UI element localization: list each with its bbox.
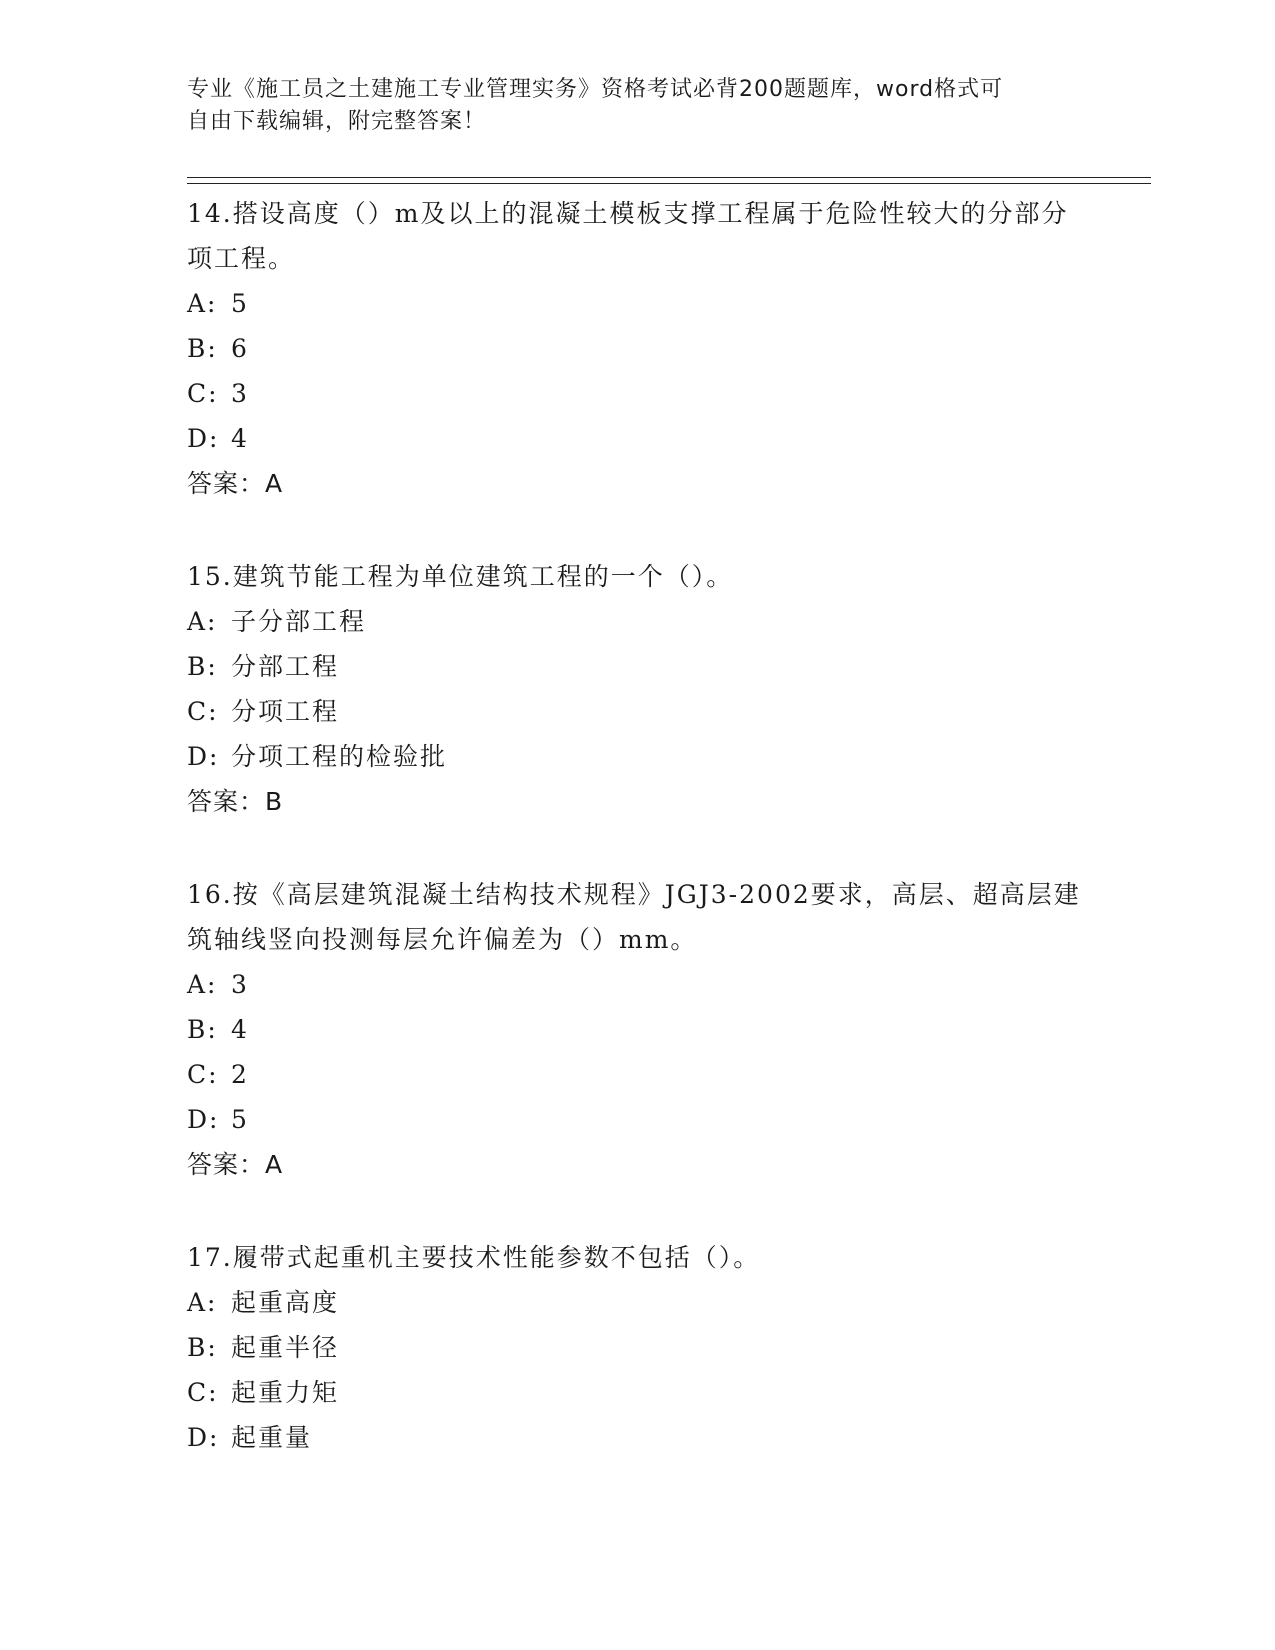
option-text: 4: [231, 424, 249, 453]
document-header: [187, 74, 1067, 138]
option-text: 3: [231, 970, 249, 999]
option-letter: D:: [187, 1423, 220, 1452]
option-a: [187, 281, 1087, 326]
option-c: [187, 689, 1087, 734]
option-letter: C:: [187, 379, 219, 408]
option-a: [187, 962, 1087, 1007]
option-b: [187, 326, 1087, 371]
option-b: [187, 1007, 1087, 1052]
option-text: 起重量: [231, 1423, 313, 1452]
option-text: 5: [231, 289, 249, 318]
question-list: [187, 191, 1087, 1508]
option-text: 分项工程: [231, 697, 340, 726]
option-text: 分部工程: [231, 652, 340, 681]
header-line-1: 专业《施工员之土建施工专业管理实务》资格考试必背200题题库，word格式可: [187, 77, 1004, 102]
option-letter: B:: [187, 1015, 218, 1044]
option-d: [187, 416, 1087, 461]
option-text: 2: [231, 1060, 249, 1089]
option-text: 4: [231, 1015, 249, 1044]
option-letter: B:: [187, 652, 218, 681]
option-letter: C:: [187, 697, 219, 726]
answer-line: 答案：B: [187, 787, 284, 816]
option-text: 子分部工程: [231, 607, 367, 636]
option-text: 6: [231, 334, 249, 363]
option-letter: D:: [187, 742, 220, 771]
question-text: 17.履带式起重机主要技术性能参数不包括（）。: [187, 1243, 761, 1272]
question-item: [187, 554, 1087, 824]
option-text: 起重高度: [231, 1288, 340, 1317]
option-a: [187, 1280, 1087, 1325]
option-letter: D:: [187, 424, 220, 453]
question-text: 15.建筑节能工程为单位建筑工程的一个（）。: [187, 562, 734, 591]
option-b: [187, 1325, 1087, 1370]
option-d: [187, 1097, 1087, 1142]
option-text: 分项工程的检验批: [231, 742, 448, 771]
question-item: [187, 191, 1087, 506]
option-text: 起重力矩: [231, 1378, 340, 1407]
answer-line: 答案：A: [187, 1150, 284, 1179]
option-letter: A:: [187, 607, 218, 636]
answer-line: 答案：A: [187, 469, 284, 498]
header-divider-bottom: [187, 183, 1151, 184]
question-item: [187, 872, 1087, 1187]
option-d: [187, 734, 1087, 779]
option-letter: A:: [187, 289, 218, 318]
header-line-2: 自由下载编辑，附完整答案！: [187, 109, 487, 134]
option-letter: C:: [187, 1060, 219, 1089]
option-text: 起重半径: [231, 1333, 340, 1362]
question-text: 16.按《高层建筑混凝土结构技术规程》JGJ3-2002要求，高层、超高层建筑轴线竖向投测每层允许偏差为（）mm。: [187, 880, 1081, 954]
option-letter: A:: [187, 1288, 218, 1317]
option-letter: C:: [187, 1378, 219, 1407]
question-text: 14.搭设高度（）m及以上的混凝土模板支撑工程属于危险性较大的分部分项工程。: [187, 199, 1069, 273]
option-c: [187, 1052, 1087, 1097]
option-text: 5: [231, 1105, 249, 1134]
question-item: [187, 1235, 1087, 1460]
option-letter: D:: [187, 1105, 220, 1134]
option-letter: A:: [187, 970, 218, 999]
option-letter: B:: [187, 1333, 218, 1362]
header-divider-top: [187, 177, 1151, 178]
option-b: [187, 644, 1087, 689]
option-c: [187, 1370, 1087, 1415]
option-a: [187, 599, 1087, 644]
option-c: [187, 371, 1087, 416]
option-letter: B:: [187, 334, 218, 363]
option-text: 3: [231, 379, 249, 408]
option-d: [187, 1415, 1087, 1460]
